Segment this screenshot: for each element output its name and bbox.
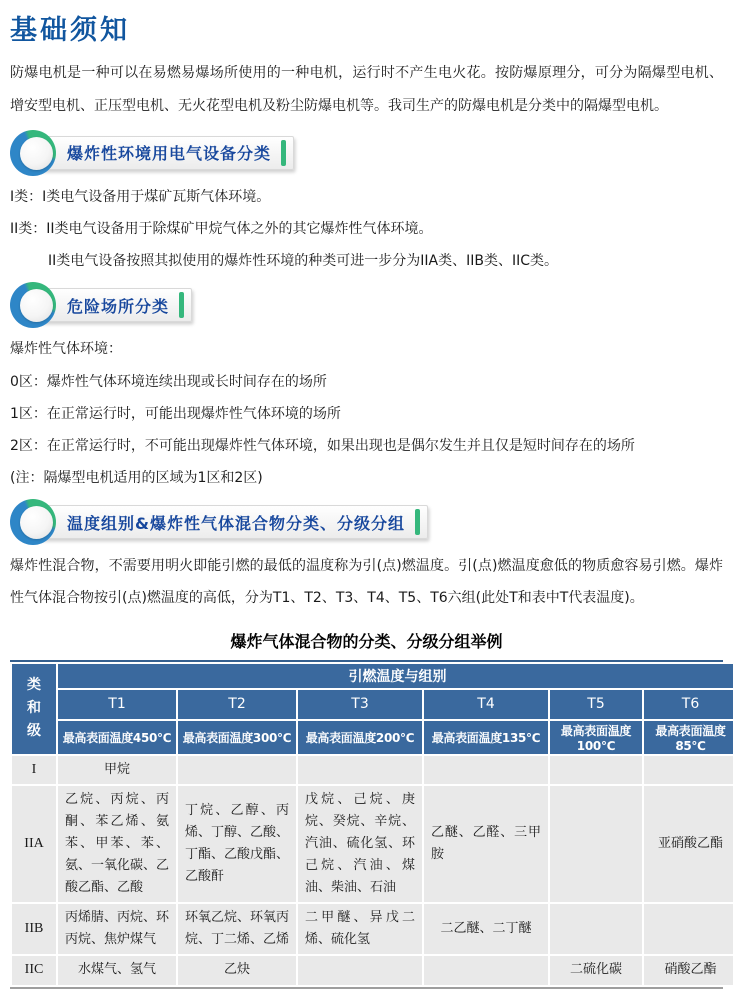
- table-cell: 甲烷: [58, 756, 176, 784]
- table-cell: 丙烯腈、丙烷、环丙烷、焦炉煤气: [58, 904, 176, 954]
- sections-container: [10, 127, 723, 615]
- banner-pill: [39, 136, 294, 170]
- table-cell: 乙烷、丙烷、丙酮、苯乙烯、氨苯、甲苯、苯、氨、一氧化碳、乙酸乙酯、乙酸: [58, 786, 176, 902]
- table-row: [12, 690, 733, 719]
- section-banner: [10, 496, 723, 548]
- table-cell: [424, 756, 548, 784]
- section: [10, 127, 723, 278]
- table-cell: 二乙醚、二丁醚: [424, 904, 548, 954]
- accent-bar-icon: [179, 292, 184, 318]
- table-cell: [644, 904, 733, 954]
- section-title: 爆炸性环境用电气设备分类: [67, 144, 272, 164]
- corner-cell: [12, 664, 56, 754]
- ring-core-icon: [20, 506, 53, 539]
- t-group-header: T3: [298, 690, 422, 719]
- max-surface-temp-header: 最高表面温度200℃: [298, 721, 422, 754]
- max-surface-temp-header: 最高表面温度300℃: [178, 721, 296, 754]
- max-surface-temp-header: 最高表面温度450℃: [58, 721, 176, 754]
- table-wrapper: [10, 660, 726, 989]
- table-row: [12, 956, 733, 984]
- section-banner: [10, 279, 723, 331]
- text-line: II类电气设备按照其拟使用的爆炸性环境的种类可进一步分为IIA类、IIB类、IIC类。: [48, 253, 558, 270]
- table-title: 爆炸气体混合物的分类、分级分组举例: [230, 631, 503, 651]
- t-group-header: T4: [424, 690, 548, 719]
- table-cell: 二硫化碳: [550, 956, 642, 984]
- text-line: 爆炸性气体环境：: [10, 341, 122, 358]
- max-surface-temp-header: 最高表面温度85℃: [644, 721, 733, 754]
- table-cell: [550, 756, 642, 784]
- ring-core-icon: [20, 289, 53, 322]
- accent-bar-icon: [415, 509, 420, 535]
- classification-table: [10, 662, 733, 987]
- text-line: 爆炸性混合物，不需要用明火即能引燃的最低的温度称为引(点)燃温度。引(点)燃温度愈低的物质愈容易引燃。爆炸性气体混合物按引(点)燃温度的高低，分为T1、T2、T3、T4、T5、T6六组(此处T和表中T代表温度)。: [10, 558, 723, 607]
- intro-paragraph: 防爆电机是一种可以在易燃易爆场所使用的一种电机，运行时不产生电火花。按防爆原理分，可分为隔爆型电机、增安型电机、正压型电机、无火花型电机及粉尘防爆电机等。我司生产的防爆电机是分类中的隔爆型电机。: [10, 65, 723, 114]
- table-cell: 乙醚、乙醛、三甲胺: [424, 786, 548, 902]
- table-cell: 戊烷、己烷、庚烷、癸烷、辛烷、汽油、硫化氢、环己烷、汽油、煤油、柴油、石油: [298, 786, 422, 902]
- table-row: [12, 721, 733, 754]
- t-group-header: T6: [644, 690, 733, 719]
- table-cell: [424, 956, 548, 984]
- section-body: [10, 181, 723, 278]
- section-body: [10, 550, 723, 614]
- table-cell: 硝酸乙酯: [644, 956, 733, 984]
- max-surface-temp-header: 最高表面温度100℃: [550, 721, 642, 754]
- table-row: [12, 756, 733, 784]
- row-label-cell: IIC: [12, 956, 56, 984]
- section: [10, 496, 723, 614]
- table-row: [12, 904, 733, 954]
- table-cell: 丁烷、乙醇、丙烯、丁醇、乙酸、丁酯、乙酸戊酯、乙酸酐: [178, 786, 296, 902]
- table-row: [12, 664, 733, 688]
- ring-core-icon: [20, 137, 53, 170]
- section: [10, 279, 723, 494]
- table-cell: 乙炔: [178, 956, 296, 984]
- table-cell: [644, 756, 733, 784]
- t-group-header: T2: [178, 690, 296, 719]
- section-title: 危险场所分类: [67, 296, 170, 316]
- section-body: [10, 333, 723, 494]
- group-header-cell: 引燃温度与组别: [58, 664, 733, 688]
- table-row: [12, 786, 733, 902]
- table-cell: [550, 786, 642, 902]
- ring-icon: [10, 499, 56, 545]
- ring-icon: [10, 130, 56, 176]
- text-line: (注：隔爆型电机适用的区域为1区和2区): [10, 470, 263, 487]
- table-cell: [298, 956, 422, 984]
- section-title: 温度组别&爆炸性气体混合物分类、分级分组: [67, 513, 405, 533]
- table-cell: 环氧乙烷、环氧丙烷、丁二烯、乙烯: [178, 904, 296, 954]
- row-label-cell: I: [12, 756, 56, 784]
- text-line: II类：II类电气设备用于除煤矿甲烷气体之外的其它爆炸性气体环境。: [10, 220, 433, 237]
- corner-label: 类和级: [27, 677, 41, 740]
- table-cell: [550, 904, 642, 954]
- table-cell: 二甲醚、异戊二烯、硫化氢: [298, 904, 422, 954]
- accent-bar-icon: [281, 140, 286, 166]
- row-label-cell: IIB: [12, 904, 56, 954]
- text-line: 2区：在正常运行时，不可能出现爆炸性气体环境，如果出现也是偶尔发生并且仅是短时间存在的场所: [10, 437, 635, 454]
- text-line: 1区：在正常运行时，可能出现爆炸性气体环境的场所: [10, 405, 341, 422]
- page-title: 基础须知: [10, 15, 130, 46]
- t-group-header: T5: [550, 690, 642, 719]
- table-cell: [178, 756, 296, 784]
- banner-pill: [39, 288, 192, 322]
- row-label-cell: IIA: [12, 786, 56, 902]
- text-line: 0区：爆炸性气体环境连续出现或长时间存在的场所: [10, 373, 327, 390]
- section-banner: [10, 127, 723, 179]
- table-cell: [298, 756, 422, 784]
- text-line: I类：I类电气设备用于煤矿瓦斯气体环境。: [10, 188, 271, 205]
- table-cell: 水煤气、氢气: [58, 956, 176, 984]
- table-cell: 亚硝酸乙酯: [644, 786, 733, 902]
- max-surface-temp-header: 最高表面温度135℃: [424, 721, 548, 754]
- t-group-header: T1: [58, 690, 176, 719]
- banner-pill: [39, 505, 428, 539]
